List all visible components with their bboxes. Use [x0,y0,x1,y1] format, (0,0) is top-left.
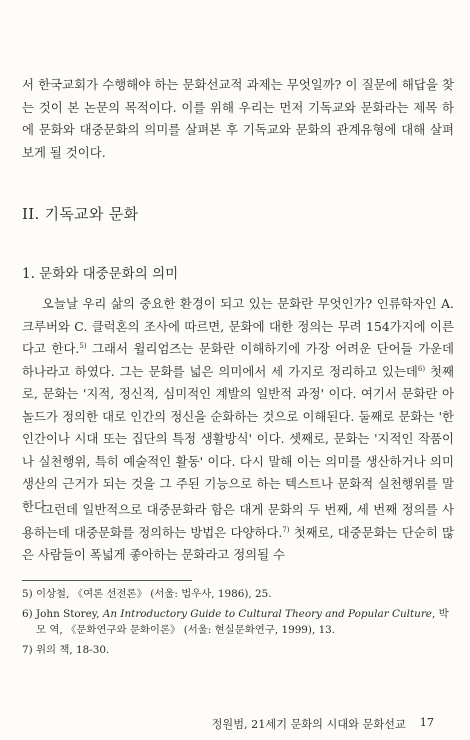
footnote-ref-7: 7) [282,525,290,534]
subsection-heading: 1. 문화와 대중문화의 의미 [22,266,179,282]
footnote-divider [22,580,192,581]
footnote-ref-5: 5) [79,341,87,350]
footnote-5: 5) 이상철, 《여론 선전론》 (서울: 법우사, 1986), 25. [22,588,272,600]
paragraph-text: 첫째로, 문화는 '지적, 정신적, 심미적인 계발의 일반적 과정' 이다. 여기서 문화란 아놀드가 정의한 대로 인간의 정신을 순화하는 것으로 이해된다. 둘째로 문화는 '한 인간이나 시대 또는 집단의 특정 생활방식' 이다. 셋째로, 문화는 '지적인 작품이나 실천행위, 특히 예술적인 활동' 이다. 다시 말해 이는 의미를 생산하거나 의미생산의 근거가 되는 것을 그 주된 기능으로 하는 텍스트나 문화적 실천행위를 말한다. [22,363,454,514]
body-paragraph-1 [22,293,454,518]
running-title: 정원범, 21세기 문화의 시대와 문화선교 [211,718,406,731]
footnote-7: 7) 위의 책, 18-30. [22,643,110,656]
paragraph-text: 첫째로, 대중문화는 단순히 많은 사람들이 폭넓게 좋아하는 문화라고 정의될 수 [22,524,454,562]
footnote-ref-6: 6) [417,364,426,373]
paragraph-text: 그래서 윌리엄즈는 문화란 이해하기에 가장 어려운 단어들 가운데 하나라고 하였다. 그는 문화를 넓은 의미에서 세 가지로 정리하고 있는데 [22,341,454,379]
body-paragraph-2 [22,499,454,567]
section-heading: II. 기독교와 문화 [22,205,139,223]
paragraph-text: 그런데 일반적으로 대중문화라 함은 대게 문화의 두 번째, 세 번째 정의를 사용하는데 대중문화를 정의하는 방법은 다양하다. [22,502,454,540]
footnote-6: 6) John Storey, An Introductory Guide to Cultural Theory and Popular Culture, 박모 역, 《문화연구와 문화이론》 (서울: 현실문화연구, 1999), 13. [22,607,449,636]
intro-text: 서 한국교회가 수행해야 하는 문화선교적 과제는 무엇일까? 이 질문에 해답을 찾는 것이 본 논문의 목적이다. 이를 위해 우리는 먼저 기독교와 문화라는 제목 하에 문화와 대중문화의 의미를 살펴본 후 기독교와 문화의 관계유형에 대해 살펴보게 될 것이다. [22,77,454,160]
paragraph-text: 오늘날 우리 삶의 중요한 환경이 되고 있는 문화란 무엇인가? 인류학자인 A. 크루버와 C. 클럭혼의 조사에 따르면, 문화에 대한 정의는 무려 154가지에 이른다고 한다. [22,296,454,356]
page-number: 17 [419,716,434,729]
footnotes [22,586,454,661]
book-title: An Introductory Guide to Cultural Theory and Popular Culture [102,607,432,620]
intro-paragraph [22,74,454,164]
page-footer [212,716,434,732]
